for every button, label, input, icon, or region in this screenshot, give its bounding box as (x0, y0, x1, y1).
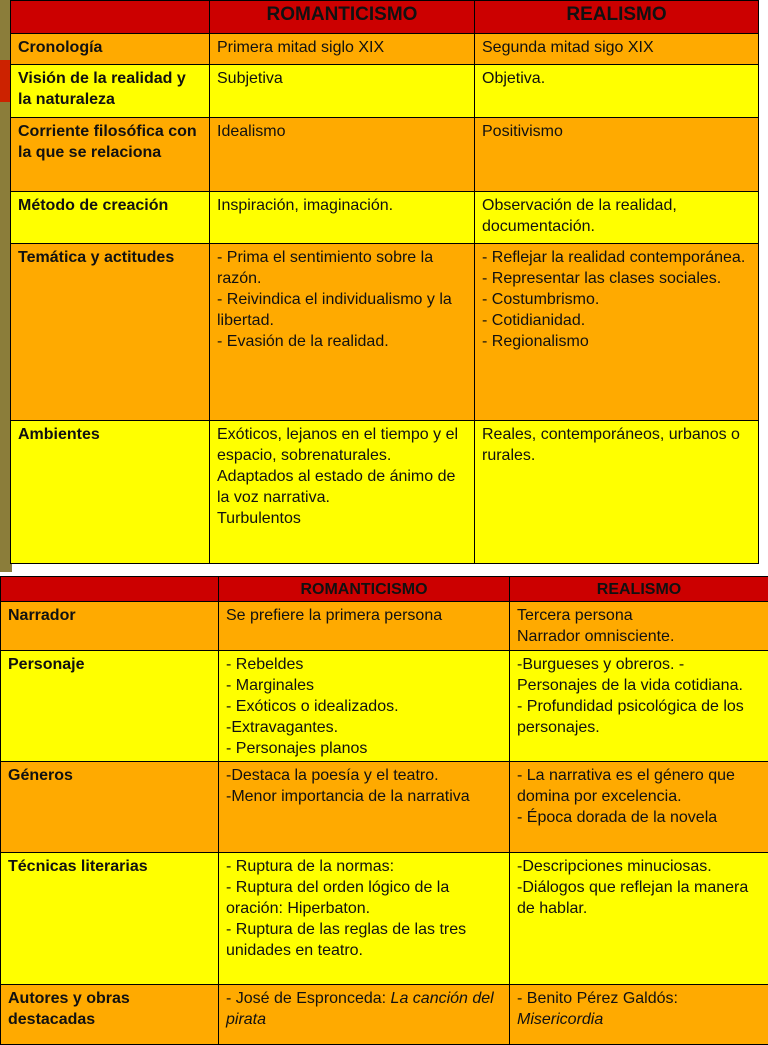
table-row (11, 65, 759, 118)
table-row (1, 853, 768, 985)
comparison-table-2 (0, 576, 768, 1045)
cell-realismo (510, 985, 768, 1045)
work-realismo: Misericordia (517, 1011, 603, 1028)
cell-realismo: -Descripciones minuciosas. -Diálogos que reflejan la manera de hablar. (510, 853, 768, 985)
header-empty (1, 577, 219, 602)
cell-realismo: Positivismo (475, 118, 759, 192)
author-romanticismo: - José de Espronceda: (226, 990, 391, 1007)
table-row (11, 118, 759, 192)
cell-romanticismo: Exóticos, lejanos en el tiempo y el espacio, sobrenaturales. Adaptados al estado de ánimo de la voz narrativa. Turbulentos (210, 421, 475, 564)
cell-romanticismo: Se prefiere la primera persona (219, 602, 510, 651)
comparison-table-1 (10, 0, 759, 564)
cell-romanticismo: Primera mitad siglo XIX (210, 34, 475, 65)
cell-realismo: Tercera persona Narrador omnisciente. (510, 602, 768, 651)
cell-realismo: Segunda mitad sigo XIX (475, 34, 759, 65)
author-realismo: - Benito Pérez Galdós: (517, 990, 678, 1007)
row-label: Corriente filosófica con la que se relaciona (11, 118, 210, 192)
cell-realismo: -Burgueses y obreros. - Personajes de la vida cotidiana. - Profundidad psicológica de los personajes. (510, 651, 768, 762)
row-label: Visión de la realidad y la naturaleza (11, 65, 210, 118)
cell-realismo: Objetiva. (475, 65, 759, 118)
table-row (11, 192, 759, 244)
row-label: Autores y obras destacadas (1, 985, 219, 1045)
cell-romanticismo: Subjetiva (210, 65, 475, 118)
row-label: Temática y actitudes (11, 244, 210, 421)
table-row (11, 244, 759, 421)
table-row (11, 34, 759, 65)
table-row (1, 762, 768, 853)
header-romanticismo: ROMANTICISMO (210, 1, 475, 34)
cell-romanticismo: - Ruptura de la normas: - Ruptura del orden lógico de la oración: Hiperbaton. - Ruptura de las reglas de las tres unidades en teatro. (219, 853, 510, 985)
row-label: Método de creación (11, 192, 210, 244)
row-label: Técnicas literarias (1, 853, 219, 985)
row-label: Géneros (1, 762, 219, 853)
table-row (1, 985, 768, 1045)
cell-romanticismo: Idealismo (210, 118, 475, 192)
cell-realismo: - La narrativa es el género que domina por excelencia. - Época dorada de la novela (510, 762, 768, 853)
table-header-row (1, 577, 768, 602)
row-label: Personaje (1, 651, 219, 762)
cell-romanticismo: Inspiración, imaginación. (210, 192, 475, 244)
cell-romanticismo: -Destaca la poesía y el teatro. -Menor importancia de la narrativa (219, 762, 510, 853)
row-label: Narrador (1, 602, 219, 651)
cell-romanticismo (219, 985, 510, 1045)
work-romanticismo: La canción del pirata (226, 990, 494, 1028)
cell-realismo: - Reflejar la realidad contemporánea. - Representar las clases sociales. - Costumbrismo. - Cotidianidad. - Regionalismo (475, 244, 759, 421)
table-row (1, 602, 768, 651)
table-row (1, 651, 768, 762)
table-header-row (11, 1, 759, 34)
header-empty (11, 1, 210, 34)
cell-romanticismo: - Rebeldes - Marginales - Exóticos o idealizados. -Extravagantes. - Personajes planos (219, 651, 510, 762)
cell-realismo: Reales, contemporáneos, urbanos o rurales. (475, 421, 759, 564)
cell-romanticismo: - Prima el sentimiento sobre la razón. - Reivindica el individualismo y la libertad. - Evasión de la realidad. (210, 244, 475, 421)
row-label: Cronología (11, 34, 210, 65)
header-romanticismo: ROMANTICISMO (219, 577, 510, 602)
header-realismo: REALISMO (510, 577, 768, 602)
header-realismo: REALISMO (475, 1, 759, 34)
table-row (11, 421, 759, 564)
cell-realismo: Observación de la realidad, documentación. (475, 192, 759, 244)
row-label: Ambientes (11, 421, 210, 564)
